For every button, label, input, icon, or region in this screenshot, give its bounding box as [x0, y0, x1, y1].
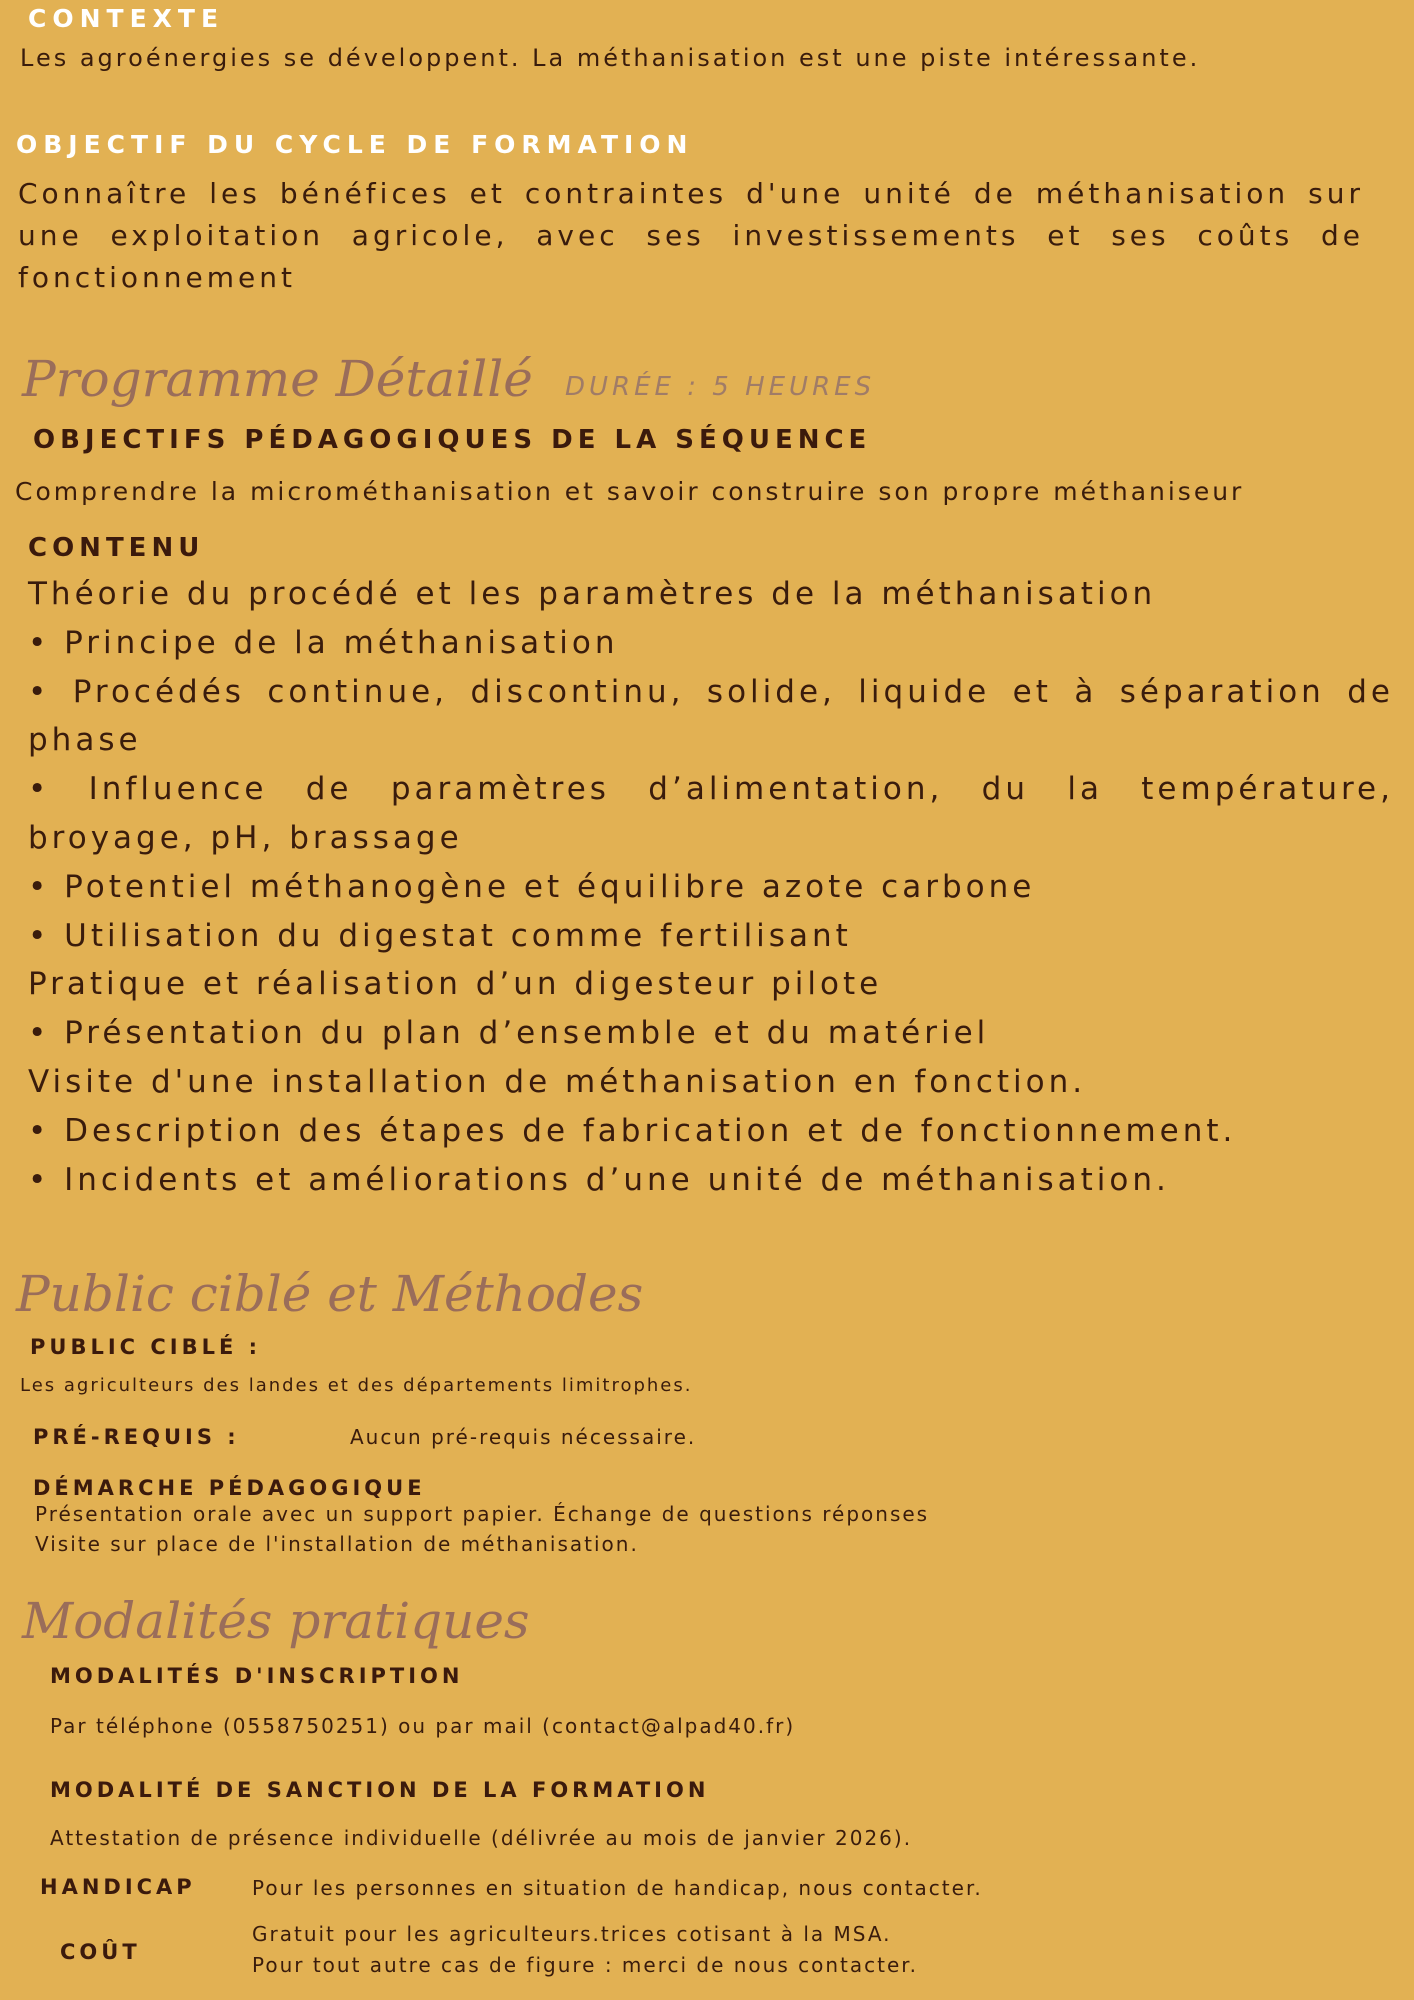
- contenu-line: • Procédés continue, discontinu, solide, liquide et à séparation de phase: [28, 673, 1394, 759]
- contenu-line: • Influence de paramètres d’alimentation, du la température, broyage, pH, brassage: [28, 771, 1394, 856]
- contenu-line: • Incidents et améliorations d’une unité de méthanisation.: [28, 1161, 1170, 1198]
- contenu-line: • Description des étapes de fabrication et de fonctionnement.: [28, 1112, 1237, 1149]
- sanction-text: Attestation de présence individuelle (délivrée au mois de janvier 2026).: [50, 1826, 913, 1850]
- prerequis-label: PRÉ-REQUIS :: [33, 1425, 240, 1449]
- public-title: Public ciblé et Méthodes: [16, 1265, 644, 1323]
- contenu-line: Pratique et réalisation d’un digesteur pilote: [28, 966, 883, 1003]
- inscription-text: Par téléphone (0558750251) ou par mail (contact@alpad40.fr): [50, 1714, 796, 1738]
- cout-text-2: Pour tout autre cas de figure : merci de nous contacter.: [252, 1953, 919, 1977]
- objectif-heading: OBJECTIF DU CYCLE DE FORMATION: [16, 130, 694, 159]
- prerequis-text: Aucun pré-requis nécessaire.: [350, 1425, 697, 1449]
- handicap-text: Pour les personnes en situation de handicap, nous contacter.: [252, 1876, 983, 1900]
- inscription-label: MODALITÉS D'INSCRIPTION: [50, 1664, 464, 1688]
- contenu-line: Théorie du procédé et les paramètres de la méthanisation: [28, 576, 1157, 612]
- contenu-line: Visite d'une installation de méthanisation en fonction.: [28, 1063, 1087, 1100]
- cout-text-1: Gratuit pour les agriculteurs.trices cotisant à la MSA.: [252, 1922, 892, 1946]
- contenu-list: [28, 570, 1394, 1204]
- contenu-line: • Potentiel méthanogène et équilibre azote carbone: [28, 868, 1036, 905]
- demarche-text-1: Présentation orale avec un support papier. Échange de questions réponses: [35, 1502, 930, 1526]
- objectifs-pedagogiques-heading: OBJECTIFS PÉDAGOGIQUES DE LA SÉQUENCE: [33, 425, 872, 455]
- public-cible-label: PUBLIC CIBLÉ :: [30, 1335, 262, 1359]
- contenu-line: • Utilisation du digestat comme fertilisant: [28, 917, 852, 954]
- handicap-label: HANDICAP: [40, 1875, 196, 1899]
- cout-label: COÛT: [60, 1940, 141, 1964]
- objectif-text: Connaître les bénéfices et contraintes d'une unité de méthanisation sur une exploitation agricole, avec ses investissements et ses coûts de fonctionnement: [18, 177, 1364, 294]
- contenu-line: • Principe de la méthanisation: [28, 624, 619, 661]
- demarche-label: DÉMARCHE PÉDAGOGIQUE: [33, 1476, 426, 1500]
- demarche-text-2: Visite sur place de l'installation de méthanisation.: [35, 1532, 639, 1556]
- duration-label: DURÉE : 5 HEURES: [565, 372, 876, 402]
- sanction-label: MODALITÉ DE SANCTION DE LA FORMATION: [50, 1778, 710, 1802]
- programme-title: Programme Détaillé: [22, 350, 533, 408]
- contenu-heading: CONTENU: [28, 533, 205, 563]
- objectifs-pedagogiques-text: Comprendre la microméthanisation et savoir construire son propre méthaniseur: [15, 477, 1245, 506]
- contenu-line: • Présentation du plan d’ensemble et du matériel: [28, 1015, 990, 1052]
- modalites-title: Modalités pratiques: [22, 1592, 530, 1650]
- contexte-heading: CONTEXTE: [28, 4, 225, 33]
- public-cible-text: Les agriculteurs des landes et des départements limitrophes.: [20, 1375, 693, 1396]
- contexte-text: Les agroénergies se développent. La méthanisation est une piste intéressante.: [20, 44, 1201, 72]
